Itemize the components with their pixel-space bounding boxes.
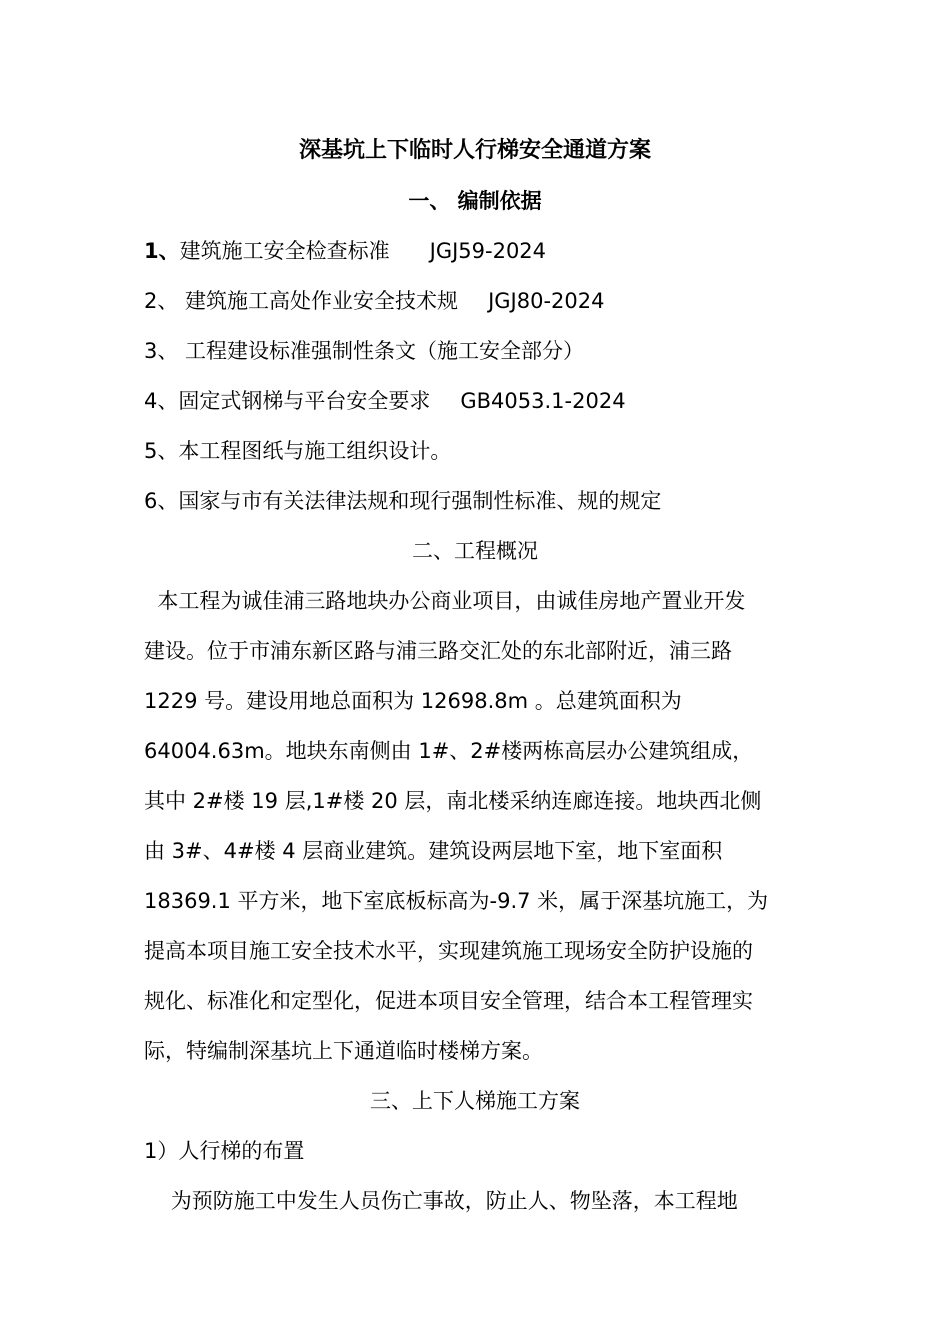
section-heading-overview: 二、工程概况 xyxy=(412,539,538,563)
overview-line: 建设。位于市浦东新区路与浦三路交汇处的东北部附近，浦三路 xyxy=(144,639,732,663)
item-number: 4、 xyxy=(144,389,179,413)
overview-line: 64004.63m。地块东南侧由 1#、2#楼两栋高层办公建筑组成， xyxy=(144,739,754,763)
item-text: 建筑施工安全检查标准 xyxy=(179,239,390,263)
basis-item-6 xyxy=(144,486,661,516)
overview-line: 际，特编制深基坑上下通道临时楼梯方案。 xyxy=(144,1039,543,1063)
subsection-heading: 1）人行梯的布置 xyxy=(144,1139,305,1163)
item-text: 国家与市有关法律法规和现行强制性标准、规的规定 xyxy=(178,489,662,513)
item-number: 6、 xyxy=(144,489,179,513)
item-number: 2、 xyxy=(144,289,179,313)
overview-line: 18369.1 平方米，地下室底板标高为-9.7 米，属于深基坑施工，为 xyxy=(144,889,769,913)
overview-line: 其中 2#楼 19 层,1#楼 20 层，南北楼采纳连廊连接。地块西北侧 xyxy=(144,789,762,813)
basis-item-4 xyxy=(144,386,626,416)
section-heading-basis: 一、 编制依据 xyxy=(408,189,542,213)
item-number: 3、 xyxy=(144,339,179,363)
overview-line: 提高本项目施工安全技术水平，实现建筑施工现场安全防护设施的 xyxy=(144,939,753,963)
overview-line: 1229 号。建设用地总面积为 12698.8m 。总建筑面积为 xyxy=(144,689,682,713)
basis-item-1 xyxy=(144,236,546,266)
item-number: 1、 xyxy=(144,239,180,263)
basis-item-5 xyxy=(144,436,451,466)
plan-line: 为预防施工中发生人员伤亡事故，防止人、物坠落，本工程地 xyxy=(144,1189,738,1213)
item-code: JGJ59-2024 xyxy=(429,239,547,263)
overview-line: 规化、标准化和定型化，促进本项目安全管理，结合本工程管理实 xyxy=(144,989,753,1013)
item-code: GB4053.1-2024 xyxy=(460,389,626,413)
item-text: 本工程图纸与施工组织设计。 xyxy=(178,439,452,463)
item-code: JGJ80-2024 xyxy=(488,289,605,313)
item-text: 固定式钢梯与平台安全要求 xyxy=(178,389,431,413)
item-text: 建筑施工高处作业安全技术规 xyxy=(178,289,459,313)
basis-item-3 xyxy=(144,336,584,366)
item-text: 工程建设标准强制性条文（施工安全部分） xyxy=(178,339,585,363)
item-number: 5、 xyxy=(144,439,179,463)
document-title: 深基坑上下临时人行梯安全通道方案 xyxy=(298,138,651,163)
section-heading-plan: 三、上下人梯施工方案 xyxy=(370,1089,580,1113)
overview-line: 由 3#、4#楼 4 层商业建筑。建筑设两层地下室，地下室面积 xyxy=(144,839,723,863)
basis-item-2 xyxy=(144,286,604,316)
overview-line: 本工程为诚佳浦三路地块办公商业项目，由诚佳房地产置业开发 xyxy=(144,589,746,613)
